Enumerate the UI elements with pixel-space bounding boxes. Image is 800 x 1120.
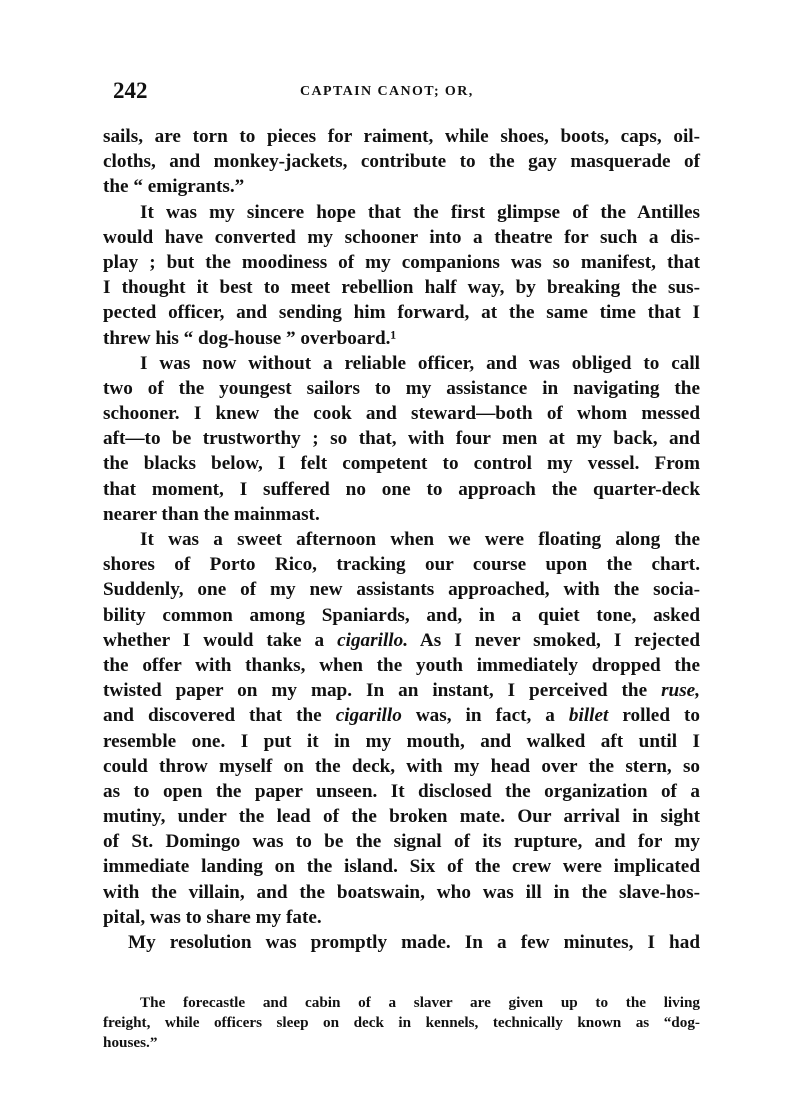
text-line: two of the youngest sailors to my assistance in navigating the [103, 377, 700, 399]
italic-term: billet [568, 705, 609, 727]
text-span: As I never smoked, I rejected [408, 629, 700, 651]
running-title: CAPTAIN CANOT; OR, [300, 84, 474, 99]
text-line: My resolution was promptly made. In a few minutes, I had [128, 932, 700, 953]
text-line: the blacks below, I felt competent to control my vessel. From [103, 453, 700, 475]
text-line [103, 703, 700, 728]
text-line: pected officer, and sending him forward, at the same time that I [103, 302, 700, 324]
text-span: was, in fact, a [401, 705, 569, 727]
italic-term: ruse, [661, 680, 700, 702]
text-line: with the villain, and the boatswain, who was ill in the slave-hos- [103, 881, 700, 903]
text-line: that moment, I suffered no one to approach the quarter-deck [103, 478, 700, 500]
italic-term: cigarillo [335, 705, 402, 727]
text-line: would have converted my schooner into a theatre for such a dis- [103, 226, 700, 248]
text-span: whether I would take a [103, 629, 338, 651]
text-line: the offer with thanks, when the youth immediately dropped the [103, 654, 700, 676]
text-line: as to open the paper unseen. It disclosed the organization of a [103, 780, 700, 802]
text-span: rolled to [608, 705, 701, 727]
text-line: of St. Domingo was to be the signal of its rupture, and for my [103, 831, 700, 853]
footnote-line: The forecastle and cabin of a slaver are given up to the living [140, 994, 700, 1011]
text-line: resemble one. I put it in my mouth, and walked aft until I [103, 730, 700, 752]
footnote [103, 993, 700, 1053]
text-line: I was now without a reliable officer, and was obliged to call [140, 352, 700, 374]
text-line: the “ emigrants.” [103, 176, 245, 198]
text-line: shores of Porto Rico, tracking our course upon the chart. [103, 554, 700, 576]
text-line: It was a sweet afternoon when we were floating along the [140, 529, 700, 550]
page-header [0, 78, 800, 108]
text-line: Suddenly, one of my new assistants approached, with the socia- [103, 579, 700, 601]
footnote-line: freight, while officers sleep on deck in kennels, technically known as “dog- [103, 1014, 700, 1031]
text-line: pital, was to share my fate. [103, 906, 322, 928]
text-line: It was my sincere hope that the first glimpse of the Antilles [140, 201, 700, 223]
text-line: threw his “ dog-house ” overboard.¹ [103, 327, 397, 349]
text-line: I thought it best to meet rebellion half way, by breaking the sus- [103, 277, 700, 299]
text-line: cloths, and monkey-jackets, contribute to the gay masquerade of [103, 151, 700, 173]
text-line: schooner. I knew the cook and steward—both of whom messed [103, 403, 700, 425]
body-text [103, 124, 700, 955]
text-line [103, 678, 700, 703]
text-line: could throw myself on the deck, with my head over the stern, so [103, 755, 700, 777]
text-line: aft—to be trustworthy ; so that, with four men at my back, and [103, 428, 700, 450]
text-span: twisted paper on my map. In an instant, I perceived the [103, 680, 662, 702]
text-line: nearer than the mainmast. [103, 503, 320, 525]
text-span: and discovered that the [103, 705, 336, 727]
italic-term: cigarillo. [337, 629, 408, 651]
text-line: mutiny, under the lead of the broken mate. Our arrival in sight [103, 806, 700, 828]
text-line [103, 628, 700, 653]
footnote-line: houses.” [103, 1034, 158, 1051]
text-line: sails, are torn to pieces for raiment, while shoes, boots, caps, oil- [103, 126, 700, 147]
page-number: 242 [113, 78, 148, 103]
text-line: immediate landing on the island. Six of the crew were implicated [103, 856, 700, 878]
text-line: bility common among Spaniards, and, in a quiet tone, asked [103, 604, 700, 626]
text-line: play ; but the moodiness of my companions was so manifest, that [103, 251, 700, 273]
